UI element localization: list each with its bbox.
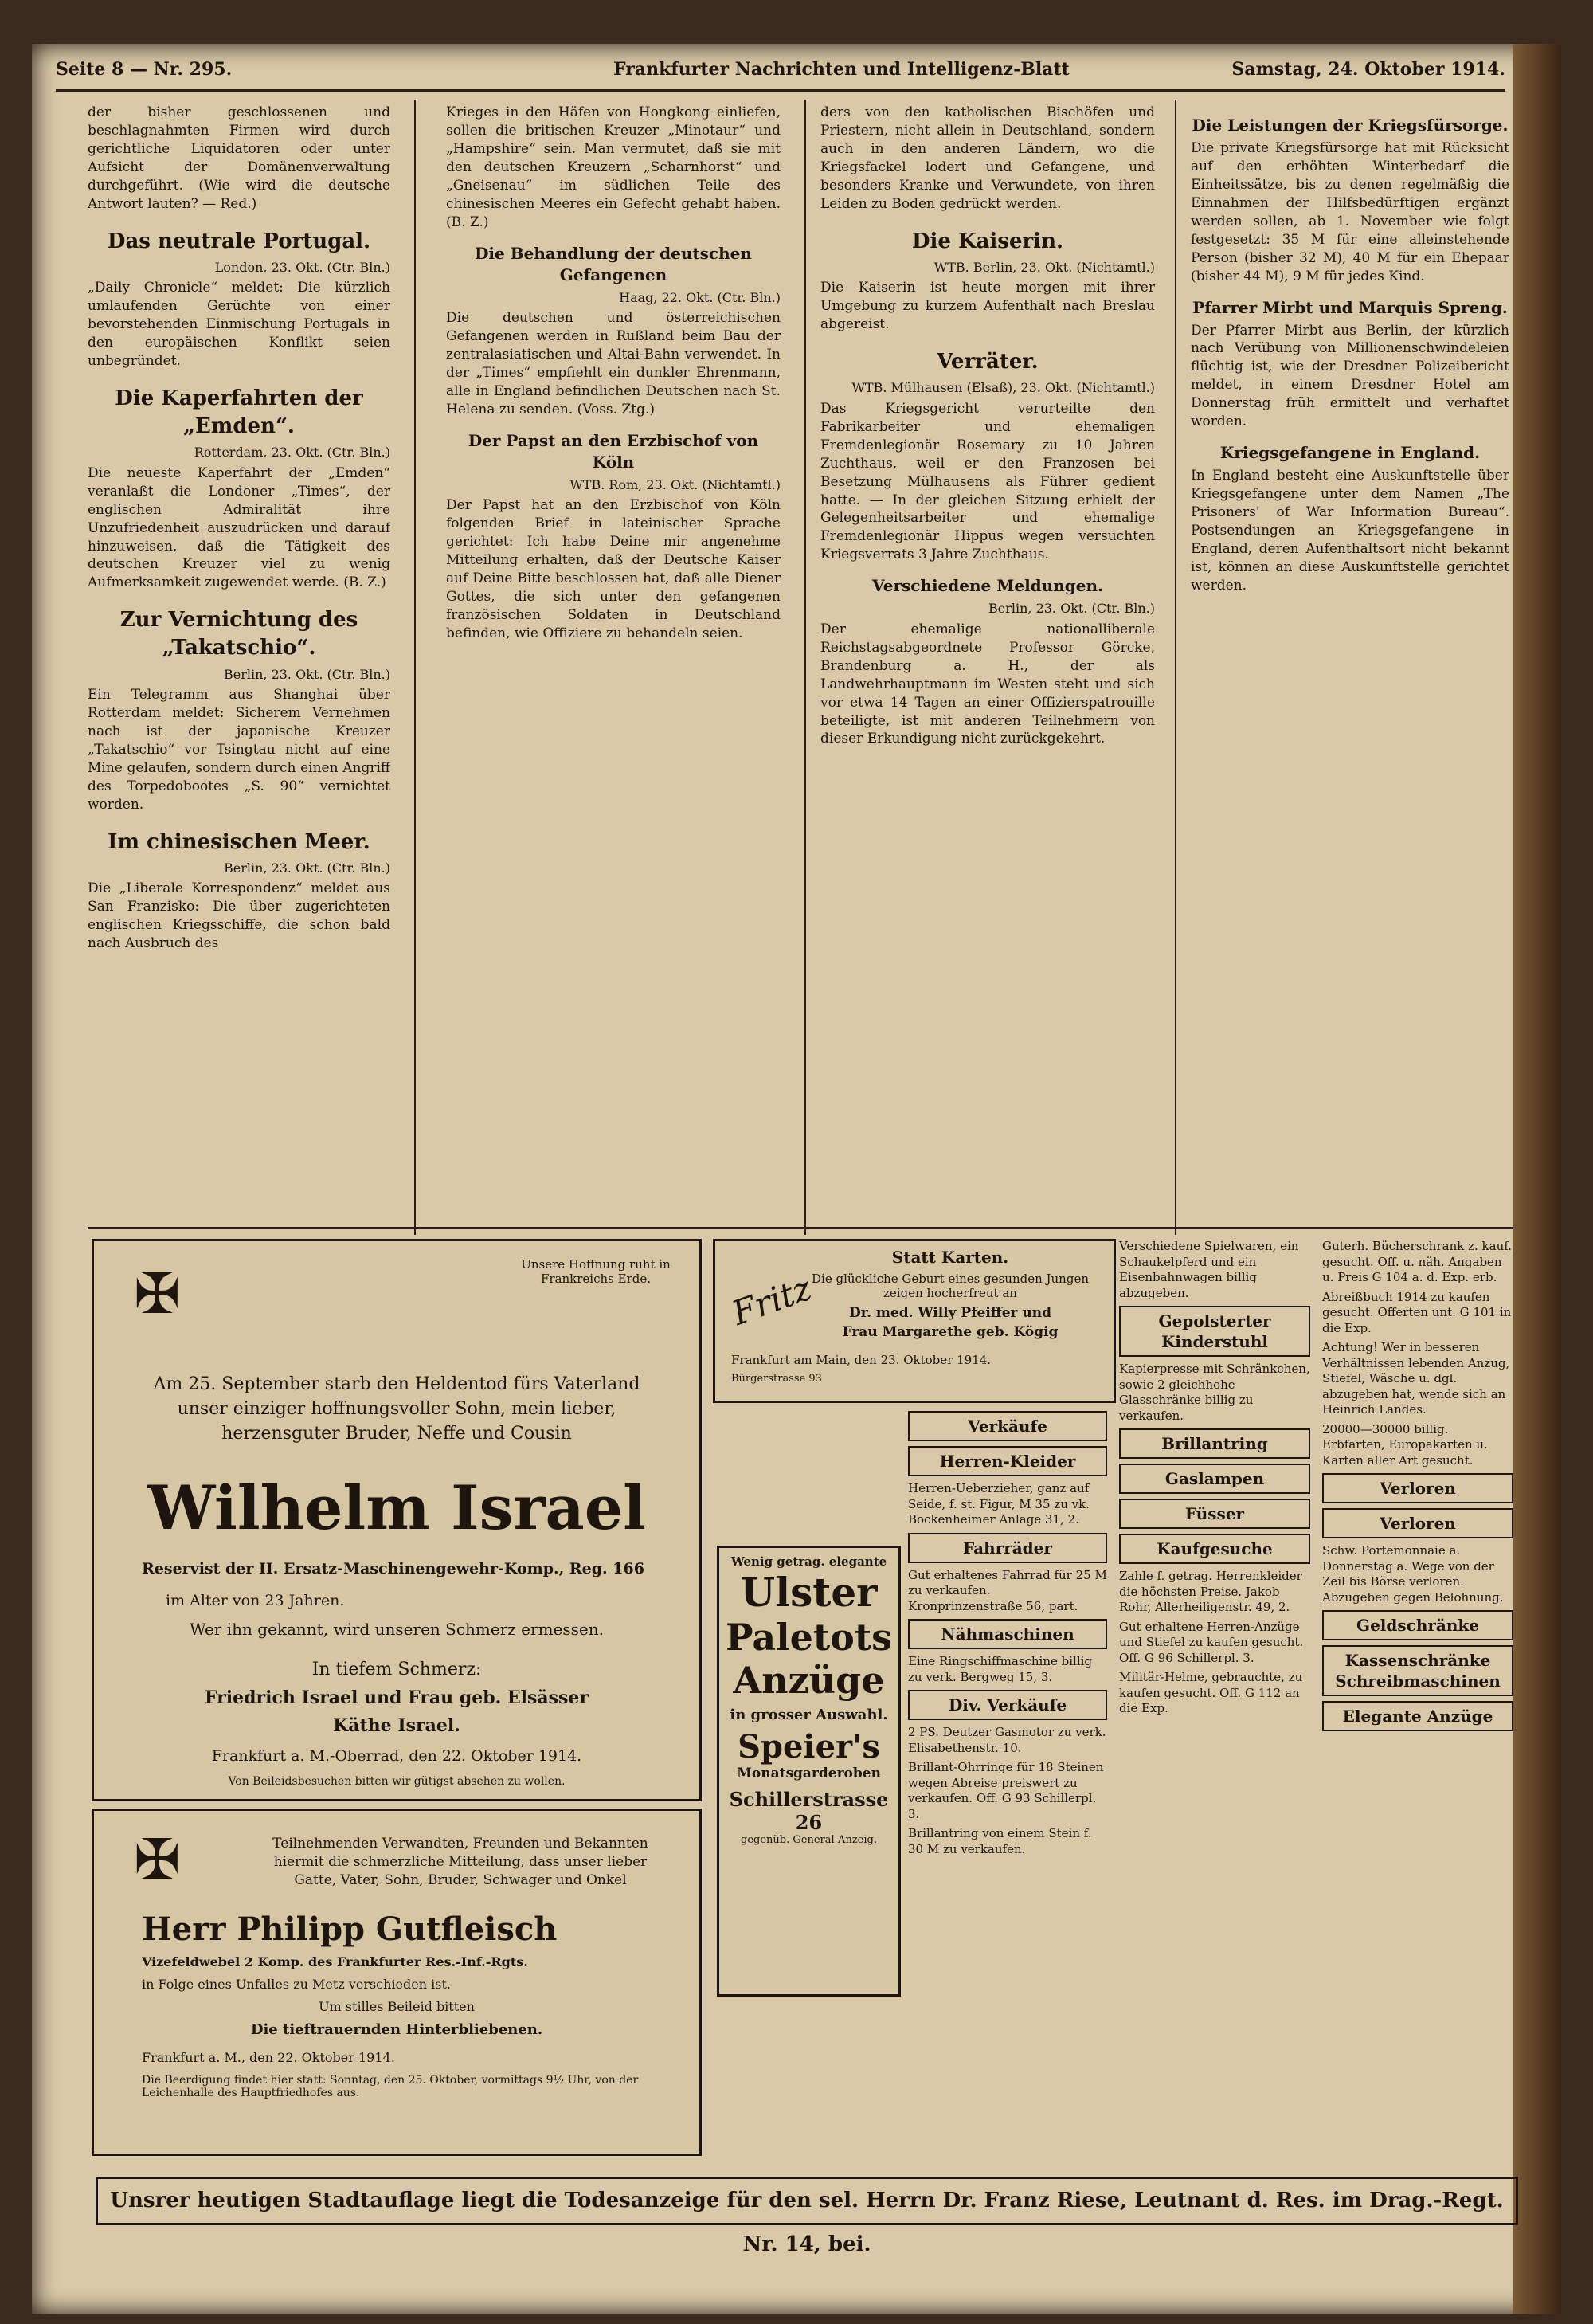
headline: Zur Vernichtung des „Takatschio“. [119,608,358,660]
section-heading: Nähmaschinen [908,1619,1107,1649]
article-text: Die private Kriegsfürsorge hat mit Rücksicht auf den erhöhten Winterbedarf die Einheitssätze, bis zu denen regelmäßig die Einnahmen der Hilfsbedürftigen ergänzt werden sollen, ab 1. November wie folgt festgesetzt: 35 M für eine alleinstehende Person (bisher 32 M), 40 M für ein Ehepaar (bisher 44 M), 9 M für jedes Kind. [1191,140,1509,284]
child-name: Fritz [726,1268,816,1333]
article-text: Der Papst hat an den Erzbischof von Köln folgenden Brief in lateinischer Sprache gerichtet: Ich habe Deine mir angenehme Mitteilung erhalten, daß der Deutsche Kaiser auf Deine Bitte beschlossen hat, daß alle Diener Gottes, die sich unter den gefangenen französischen Soldaten in Deutschland befinden, wie Offiziere zu behandeln seien. [446,497,781,641]
notice-title: Statt Karten. [891,1248,1009,1267]
column-4 [1191,104,1509,1235]
death-notice-israel [92,1239,702,1801]
notice-text: Die glückliche Geburt eines gesunden Jungen zeigen hocherfreut an [812,1272,1089,1300]
column-1 [88,104,390,1235]
section-heading: Kaufgesuche [1119,1534,1310,1564]
headline: Das neutrale Portugal. [107,229,371,253]
article-text: Die deutschen und österreichischen Gefangenen werden in Rußland beim Bau der zentralasiatischen und Altai-Bahn verwendet. In der „Times“ empfiehlt ein dunkler Ehrenmann, alle in England befindlichen Deutschen nach St. Helena zu senden. (Voss. Ztg.) [446,310,781,417]
family-line: Friedrich Israel und Frau geb. Elsässer [204,1687,589,1708]
classified-ad: Abreißbuch 1914 zu kaufen gesucht. Offerten unt. G 101 in die Exp. [1322,1289,1512,1335]
ad-note: gegenüb. General-Anzeig. [741,1834,877,1846]
classified-ad: Guterh. Bücherschrank z. kauf. gesucht. Off. u. näh. Angaben u. Preis G 104 a. d. Exp. erb. [1322,1239,1513,1284]
article-text: Die Kaiserin ist heute morgen mit ihrer Umgebung zu kurzem Aufenthalt nach Breslau abgereist. [820,280,1155,333]
dateline: Berlin, 23. Okt. (Ctr. Bln.) [988,601,1155,617]
headline: Kriegsgefangene in England. [1219,443,1481,463]
classifieds-column-1 [908,1406,1107,1861]
article-text: In England besteht eine Auskunftstelle über Kriegsgefangene unter dem Namen „The Prisoners' of War Information Bureau“. Postsendungen an Kriegsgefangene in England, deren Aufenthaltsort nicht bekannt ist, können an diese Auskunftstelle gerichtet werden. [1191,468,1509,594]
article-text: Der ehemalige nationalliberale Reichstagsabgeordnete Professor Görcke, Brandenburg a. H., der als Landwehrhauptmann im Westen steht und sich vor etwa 14 Tagen an einer Offizierspatrouille beteiligte, ist mit anderen Teilnehmern von dieser Erkundigung nicht zurückgekehrt. [820,621,1155,747]
article-text: „Daily Chronicle“ meldet: Die kürzlich umlaufenden Gerüchte von einer bevorstehenden Einmischung Portugals in den europäischen Konflikt seien unbegründet. [88,280,390,370]
classified-ad: Herren-Ueberzieher, ganz auf Seide, f. st. Figur, M 35 zu vk. Bockenheimer Anlage 31, 2. [908,1481,1090,1526]
classified-ad: Verschiedene Spielwaren, ein Schaukelpferd und ein Eisenbahnwagen billig abzugeben. [1119,1239,1299,1300]
column-2 [446,104,781,1235]
column-rule [414,100,416,1235]
article-text: Ein Telegramm aus Shanghai über Rotterdam meldet: Sicherem Vernehmen nach ist der japanische Kreuzer „Takatschio“ vor Tsingtau nicht auf eine Mine gelaufen, sondern durch einen Angriff des Torpedobootes „S. 90“ vernichtet worden. [88,687,390,813]
column-3 [820,104,1155,1235]
section-heading: Fahrräder [908,1533,1107,1563]
issue-date: Samstag, 24. Oktober 1914. [1231,59,1505,80]
place-date: Frankfurt am Main, den 23. Oktober 1914. [731,1353,992,1367]
headline: Die Leistungen der Kriegsfürsorge. [1192,116,1509,135]
page-number: Seite 8 — Nr. 295. [56,59,233,80]
ad-line: in grosser Auswahl. [730,1707,888,1723]
birth-notice [713,1239,1116,1403]
article-text: ders von den katholischen Bischöfen und Priestern, nicht allein in Deutschland, sondern auch in den anderen Ländern, wo die Kriegsfackel lodert und Gefangene, und besonders Kranke und Verwundete, von ihren Leiden zu Boden gedrückt werden. [820,104,1155,212]
classified-ad: Zahle f. getrag. Herrenkleider die höchsten Preise. Jakob Rohr, Allerheiligenstr. 49, 2. [1119,1569,1302,1614]
headline: Die Kaiserin. [911,229,1064,253]
classified-ad: Brillantring von einem Stein f. 30 M zu verkaufen. [908,1826,1092,1856]
classified-ad: Eine Ringschiffmaschine billig zu verk. Bergweg 15, 3. [908,1654,1093,1684]
request: Um stilles Beileid bitten [319,1999,475,2014]
article-text: Krieges in den Häfen von Hongkong einliefen, sollen die britischen Kreuzer „Minotaur“ und „Hampshire“ sein. Man vermutet, daß sie mit den deutschen Kreuzern „Scharnhorst“ und „Gneisenau“ im südlichen Teile des chinesischen Meeres ein Gefecht gehabt haben. (B. Z.) [446,104,781,230]
dateline: WTB. Berlin, 23. Okt. (Nichtamtl.) [933,259,1155,275]
column-rule [1175,100,1176,1235]
headline: Die Kaperfahrten der „Emden“. [115,386,363,439]
section-heading: Herren-Kleider [908,1446,1107,1476]
section-heading: Div. Verkäufe [908,1690,1107,1720]
classified-ad: Brillant-Ohrringe für 18 Steinen wegen Abreise preiswert zu verkaufen. Off. G 93 Schillerpl. 3. [908,1760,1104,1821]
classified-ad: Militär-Helme, gebrauchte, zu kaufen gesucht. Off. G 112 an die Exp. [1119,1670,1303,1715]
dateline: Berlin, 23. Okt. (Ctr. Bln.) [223,860,390,876]
place-date: Frankfurt a. M.-Oberrad, den 22. Oktober 1914. [211,1747,582,1765]
ad-brand: Speier's [738,1728,880,1766]
headline: Pfarrer Mirbt und Marquis Spreng. [1192,297,1508,317]
masthead: Frankfurter Nachrichten und Intelligenz-Blatt [613,59,1070,80]
stadtauflage-banner: Unsrer heutigen Stadtauflage liegt die Todesanzeige für den sel. Herrn Dr. Franz Riese, Leutnant d. Res. im Drag.-Regt. Nr. 14, bei. [96,2177,1518,2225]
section-heading: Füsser [1119,1499,1310,1529]
section-heading: Geldschränke [1322,1610,1513,1640]
dateline: Haag, 22. Okt. (Ctr. Bln.) [619,289,781,305]
funeral-info: Die Beerdigung findet hier statt: Sonntag, den 25. Oktober, vormittags 9½ Uhr, von der Leichenhalle des Hauptfriedhofes aus. [142,2074,639,2099]
age: im Alter von 23 Jahren. [166,1592,345,1609]
ad-top: Wenig getrag. elegante [730,1554,887,1569]
column-rule [804,100,806,1235]
dateline: WTB. Rom, 23. Okt. (Nichtamtl.) [569,476,781,492]
deceased-name: Herr Philipp Gutfleisch [142,1911,558,1948]
cause: in Folge eines Unfalles zu Metz verschieden ist. [142,1977,451,1992]
section-heading: Verloren [1322,1508,1513,1538]
section-heading: Gepolsterter Kinderstuhl [1119,1306,1310,1357]
classified-ad: Kapierpresse mit Schränkchen, sowie 2 gleichhohe Glasschränke billig zu verkaufen. [1119,1362,1310,1423]
article-text: Die „Liberale Korrespondenz“ meldet aus San Franzisko: Die über zugerichteten englischen Kriegsschiffe, die schon bald nach Ausbruch des [88,880,390,952]
article-text: der bisher geschlossenen und beschlagnahmten Firmen wird durch gerichtliche Liquidatoren oder unter Aufsicht der Domänenverwaltung durchgeführt. (Wie wird die deutsche Antwort lauten? — Red.) [88,104,390,212]
ad-line: Ulster [740,1569,878,1616]
death-notice-gutfleisch [92,1809,702,2156]
address: Bürgerstrasse 93 [731,1373,822,1385]
section-rule [88,1227,1513,1229]
section-heading: Verkäufe [908,1411,1107,1441]
parents: Frau Margarethe geb. Kögig [842,1324,1059,1340]
dateline: Berlin, 23. Okt. (Ctr. Bln.) [223,666,390,682]
article-text: Die neueste Kaperfahrt der „Emden“ veranlaßt die Londoner „Times“, der englischen Admiralität ihre Unzufriedenheit auszudrücken und darauf hinzuweisen, daß die Tätigkeit des deutschen Kreuzer viel zu wenig Aufmerksamkeit zugewendet werde. (B. Z.) [88,464,390,591]
ad-address: Schillerstrasse 26 [729,1788,889,1834]
headline: Im chinesischen Meer. [108,829,370,854]
section-heading: Gaslampen [1119,1464,1310,1494]
notice-text: Teilnehmenden Verwandten, Freunden und Bekannten hiermit die schmerzliche Mitteilung, dass unser lieber Gatte, Vater, Sohn, Bruder, Schwager und Onkel [272,1836,648,1888]
dateline: Rotterdam, 23. Okt. (Ctr. Bln.) [194,445,390,460]
dateline: WTB. Mülhausen (Elsaß), 23. Okt. (Nichtamtl.) [851,380,1155,396]
rank: Reservist der II. Ersatz-Maschinengewehr-Komp., Reg. 166 [142,1560,644,1577]
classified-ad: 20000—30000 billig. Erbfarten, Europakarten u. Karten aller Art gesucht. [1322,1421,1488,1468]
family-line: Käthe Israel. [333,1715,460,1736]
headline: Der Papst an den Erzbischof von Köln [468,430,759,472]
page-header [56,49,1505,92]
ad-line: Anzüge [733,1659,885,1702]
section-heading: Elegante Anzüge [1322,1701,1513,1731]
mourning-label: Die tieftrauernden Hinterbliebenen. [250,2021,543,2038]
section-heading: Kassenschränke Schreibmaschinen [1322,1645,1513,1696]
section-heading: Brillantring [1119,1428,1310,1459]
classified-ad: Gut erhaltene Herren-Anzüge und Stiefel zu kaufen gesucht. Off. G 96 Schillerpl. 3. [1119,1619,1304,1665]
classifieds-column-2 [1119,1239,1310,1721]
parents: Dr. med. Willy Pfeiffer und [848,1305,1052,1321]
speier-advertisement [717,1546,901,1997]
motto: Unsere Hoffnung ruht in Frankreichs Erde. [521,1257,671,1286]
condolence-note: Von Beileidsbesuchen bitten wir gütigst absehen zu wollen. [228,1775,566,1788]
headline: Verschiedene Meldungen. [872,576,1103,596]
article-text: Das Kriegsgericht verurteilte den Fabrikarbeiter und ehemaligen Fremdenlegionär Rosemary zu 10 Jahren Zuchthaus, weil er den Franzosen bei Besetzung Mülhausens als Führer gedient hatte. — In der gleichen Sitzung erhielt der Gelegenheitsarbeiter und ehemalige Fremdenlegionär Hippus wegen versuchten Kriegsverrats 3 Jahre Zuchthaus. [820,400,1155,563]
classifieds-column-3 [1322,1239,1513,1736]
headline: Die Behandlung der deutschen Gefangenen [475,243,752,284]
article-text: Der Pfarrer Mirbt aus Berlin, der kürzlich nach Verübung von Millionenschwindeleien flüchtig ist, wie der Dresdner Polizeibericht meldet, in einem Dresdner Hotel am Donnerstag früh ermittelt und verhaftet worden. [1191,322,1509,430]
memorial-line: Wer ihn gekannt, wird unseren Schmerz ermessen. [190,1620,604,1639]
ad-line: Paletots [726,1616,892,1659]
classified-ad: Gut erhaltenes Fahrrad für 25 M zu verkaufen. Kronprinzenstraße 56, part. [908,1567,1107,1613]
place-date: Frankfurt a. M., den 22. Oktober 1914. [142,2050,395,2065]
ad-sub: Monatsgarderoben [737,1766,881,1781]
rank: Vizefeldwebel 2 Komp. des Frankfurter Res.-Inf.-Rgts. [142,1954,528,1969]
notice-text: Am 25. September starb den Heldentod fürs Vaterland unser einziger hoffnungsvoller Sohn, mein lieber, herzensguter Bruder, Neffe und Cousin [153,1374,640,1444]
mourning-label: In tiefem Schmerz: [311,1660,482,1679]
iron-cross-icon: ✠ [134,1827,181,1892]
iron-cross-icon: ✠ [134,1261,181,1327]
deceased-name: Wilhelm Israel [147,1472,646,1543]
classified-ad: 2 PS. Deutzer Gasmotor zu verk. Elisabethenstr. 10. [908,1725,1106,1755]
section-heading: Verloren [1322,1473,1513,1503]
classified-ad: Achtung! Wer in besseren Verhältnissen lebenden Anzug, Stiefel, Wäsche u. dgl. abzugeben hat, wende sich an Heinrich Landes. [1322,1340,1510,1417]
headline: Verräter. [937,350,1039,374]
binding-spine [1513,44,1561,2314]
classified-ad: Schw. Portemonnaie a. Donnerstag a. Wege von der Zeil bis Börse verloren. Abzugeben gegen Belohnung. [1322,1543,1504,1605]
dateline: London, 23. Okt. (Ctr. Bln.) [214,259,390,275]
